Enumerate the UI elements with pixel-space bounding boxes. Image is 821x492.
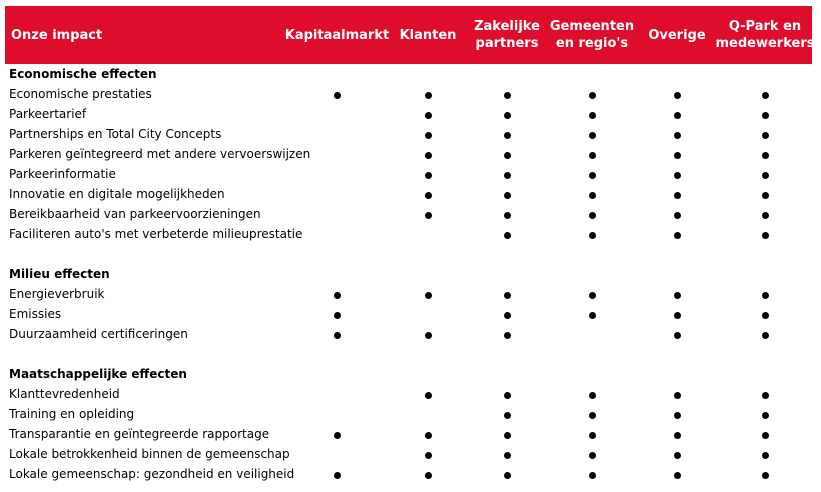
- impact-dot: [425, 452, 432, 459]
- impact-dot: [762, 212, 769, 219]
- impact-dot: [674, 112, 681, 119]
- column-header-1: Klanten: [399, 27, 457, 43]
- impact-dot: [762, 432, 769, 439]
- impact-dot: [425, 392, 432, 399]
- impact-dot: [504, 212, 511, 219]
- impact-dot: [425, 152, 432, 159]
- table-header: [5, 6, 815, 64]
- row-label: Parkeerinformatie: [9, 167, 116, 181]
- impact-dot: [589, 92, 596, 99]
- row-label: Partnerships en Total City Concepts: [9, 127, 222, 141]
- impact-dot: [762, 292, 769, 299]
- impact-dot: [504, 312, 511, 319]
- row-label: Bereikbaarheid van parkeervoorzieningen: [9, 207, 261, 221]
- row-label: Emissies: [9, 307, 62, 321]
- impact-dot: [589, 152, 596, 159]
- impact-dot: [504, 92, 511, 99]
- impact-dot: [425, 92, 432, 99]
- impact-dot: [425, 192, 432, 199]
- impact-dot: [334, 312, 341, 319]
- impact-dot: [762, 232, 769, 239]
- impact-dot: [762, 172, 769, 179]
- impact-dot: [334, 92, 341, 99]
- impact-dot: [674, 332, 681, 339]
- impact-dot: [504, 392, 511, 399]
- impact-dot: [425, 292, 432, 299]
- impact-dot: [674, 232, 681, 239]
- impact-dot: [674, 92, 681, 99]
- impact-dot: [504, 192, 511, 199]
- impact-dot: [674, 192, 681, 199]
- column-header-0: Kapitaalmarkt: [284, 27, 390, 43]
- impact-dot: [504, 412, 511, 419]
- impact-dot: [425, 432, 432, 439]
- row-label: Energieverbruik: [9, 287, 105, 301]
- impact-dot: [762, 452, 769, 459]
- row-label: Klanttevredenheid: [9, 387, 120, 401]
- impact-dot: [674, 212, 681, 219]
- impact-dot: [674, 312, 681, 319]
- row-label: Innovatie en digitale mogelijkheden: [9, 187, 225, 201]
- impact-dot: [504, 232, 511, 239]
- impact-dot: [674, 292, 681, 299]
- impact-dot: [589, 432, 596, 439]
- impact-dot: [425, 172, 432, 179]
- table-header-title: Onze impact: [11, 28, 103, 43]
- impact-dot: [589, 112, 596, 119]
- impact-dot: [504, 112, 511, 119]
- impact-dot: [589, 212, 596, 219]
- row-label: Duurzaamheid certificeringen: [9, 327, 188, 341]
- section-title: Maatschappelijke effecten: [9, 367, 187, 381]
- row-label: Parkeertarief: [9, 107, 87, 121]
- impact-dot: [425, 212, 432, 219]
- impact-dot: [589, 192, 596, 199]
- impact-dot: [674, 392, 681, 399]
- impact-dot: [589, 232, 596, 239]
- impact-dot: [425, 332, 432, 339]
- column-header-2: Zakelijke partners: [474, 19, 540, 51]
- row-label: Lokale betrokkenheid binnen de gemeenschap: [9, 447, 290, 461]
- row-label: Faciliteren auto's met verbeterde milieuprestatie: [9, 227, 303, 241]
- impact-dot: [504, 452, 511, 459]
- impact-dot: [504, 332, 511, 339]
- impact-dot: [589, 312, 596, 319]
- impact-dot: [504, 172, 511, 179]
- impact-dot: [674, 172, 681, 179]
- row-label: Economische prestaties: [9, 87, 152, 101]
- column-header-3: Gemeenten en regio's: [549, 19, 635, 51]
- impact-dot: [674, 432, 681, 439]
- impact-dot: [762, 152, 769, 159]
- impact-dot: [762, 472, 769, 479]
- impact-dot: [762, 392, 769, 399]
- impact-dot: [674, 132, 681, 139]
- impact-dot: [589, 292, 596, 299]
- impact-dot: [762, 132, 769, 139]
- impact-dot: [674, 452, 681, 459]
- impact-dot: [589, 172, 596, 179]
- impact-dot: [589, 452, 596, 459]
- section-title: Economische effecten: [9, 67, 157, 81]
- column-header-4: Overige: [648, 27, 706, 43]
- impact-dot: [674, 412, 681, 419]
- impact-dot: [334, 292, 341, 299]
- impact-dot: [504, 432, 511, 439]
- impact-dot: [425, 472, 432, 479]
- row-label: Transparantie en geïntegreerde rapportage: [9, 427, 270, 441]
- impact-dot: [334, 432, 341, 439]
- impact-dot: [762, 92, 769, 99]
- impact-dot: [425, 112, 432, 119]
- impact-dot: [762, 112, 769, 119]
- row-label: Training en opleiding: [9, 407, 135, 421]
- impact-dot: [762, 192, 769, 199]
- impact-dot: [504, 152, 511, 159]
- impact-dot: [504, 292, 511, 299]
- impact-dot: [334, 472, 341, 479]
- impact-dot: [589, 472, 596, 479]
- impact-dot: [589, 132, 596, 139]
- section-title: Milieu effecten: [9, 267, 110, 281]
- impact-dot: [762, 312, 769, 319]
- impact-dot: [504, 132, 511, 139]
- impact-dot: [504, 472, 511, 479]
- impact-dot: [334, 332, 341, 339]
- impact-dot: [425, 132, 432, 139]
- impact-dot: [762, 332, 769, 339]
- row-label: Parkeren geïntegreerd met andere vervoerswijzen: [9, 147, 311, 161]
- impact-dot: [589, 412, 596, 419]
- impact-dot: [762, 412, 769, 419]
- row-label: Lokale gemeenschap: gezondheid en veiligheid: [9, 467, 295, 481]
- column-header-5: Q-Park en medewerkers: [715, 19, 815, 51]
- impact-dot: [589, 392, 596, 399]
- impact-dot: [674, 152, 681, 159]
- impact-dot: [674, 472, 681, 479]
